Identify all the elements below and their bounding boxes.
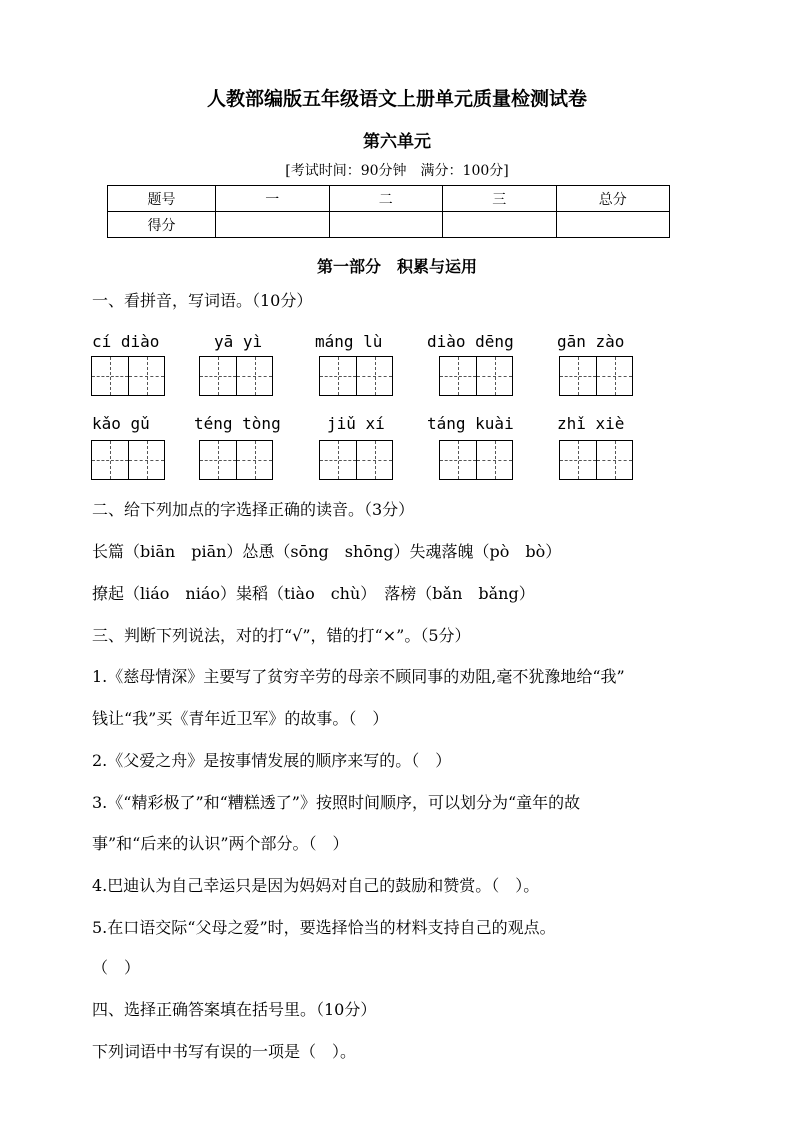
- score-cell: 题号: [108, 186, 216, 212]
- pinyin-label: zhǐ xiè: [557, 414, 625, 433]
- score-input-cell[interactable]: [216, 212, 330, 238]
- q3-item: 3.《“精彩极了”和“糟糕透了”》按照时间顺序，可以划分为“童年的故: [92, 793, 581, 812]
- pinyin-label: yā yì: [214, 332, 263, 351]
- writing-grid[interactable]: [319, 440, 393, 480]
- q3-heading: 三、判断下列说法，对的打“√”，错的打“×”。（5分）: [92, 626, 471, 645]
- score-input-cell[interactable]: [329, 212, 443, 238]
- q2-line: 撩起（liáo niáo）粜稻（tiào chù） 落榜（bǎn bǎng）: [92, 584, 535, 603]
- pinyin-label: diào dēng: [427, 332, 514, 351]
- score-input-cell[interactable]: [556, 212, 670, 238]
- writing-grid[interactable]: [199, 440, 273, 480]
- unit-title: 第六单元: [363, 132, 431, 152]
- writing-grid[interactable]: [439, 440, 513, 480]
- writing-grid[interactable]: [319, 356, 393, 396]
- pinyin-label: jiǔ xí: [327, 414, 385, 433]
- q3-item: 事”和“后来的认识”两个部分。（ ）: [92, 834, 349, 853]
- q3-item: 5.在口语交际“父母之爱”时，要选择恰当的材料支持自己的观点。: [92, 918, 556, 937]
- score-table-score-row: [108, 212, 670, 238]
- q4-subquestion: 下列词语中书写有误的一项是（ ）。: [92, 1042, 357, 1061]
- q3-item: （ ）: [92, 958, 141, 977]
- score-cell: 三: [443, 186, 557, 212]
- q2-line: 长篇（biān piān）怂恿（sōng shōng）失魂落魄（pò bò）: [92, 542, 562, 561]
- writing-grid[interactable]: [559, 440, 633, 480]
- q3-item: 1.《慈母情深》主要写了贫穷辛劳的母亲不顾同事的劝阻,毫不犹豫地给“我”: [92, 667, 625, 686]
- exam-title: 人教部编版五年级语文上册单元质量检测试卷: [206, 88, 587, 110]
- writing-grid[interactable]: [199, 356, 273, 396]
- exam-info: [考试时间：90分钟 满分：100分]: [285, 163, 509, 179]
- pinyin-label: gān zào: [557, 332, 625, 351]
- score-input-cell[interactable]: [443, 212, 557, 238]
- score-table: [107, 185, 670, 238]
- score-table-header-row: [108, 186, 670, 212]
- q4-heading: 四、选择正确答案填在括号里。（10分）: [92, 1000, 377, 1019]
- q2-heading: 二、给下列加点的字选择正确的读音。（3分）: [92, 500, 415, 519]
- pinyin-label: máng lù: [315, 332, 383, 351]
- writing-grid[interactable]: [439, 356, 513, 396]
- pinyin-label: cí diào: [92, 332, 160, 351]
- q1-heading: 一、看拼音，写词语。（10分）: [92, 291, 313, 310]
- writing-grid[interactable]: [559, 356, 633, 396]
- pinyin-label: kǎo gǔ: [92, 414, 150, 433]
- part-title: 第一部分 积累与运用: [316, 257, 477, 276]
- score-cell: 一: [216, 186, 330, 212]
- score-cell: 得分: [108, 212, 216, 238]
- writing-grid[interactable]: [91, 440, 165, 480]
- score-cell: 总分: [556, 186, 670, 212]
- writing-grid[interactable]: [91, 356, 165, 396]
- score-cell: 二: [329, 186, 443, 212]
- pinyin-label: táng kuài: [427, 414, 514, 433]
- q3-item: 2.《父爱之舟》是按事情发展的顺序来写的。（ ）: [92, 751, 452, 770]
- q3-item: 钱让“我”买《青年近卫军》的故事。（ ）: [92, 709, 389, 728]
- pinyin-label: téng tòng: [194, 414, 281, 433]
- q3-item: 4.巴迪认为自己幸运只是因为妈妈对自己的鼓励和赞赏。（ ）。: [92, 876, 540, 895]
